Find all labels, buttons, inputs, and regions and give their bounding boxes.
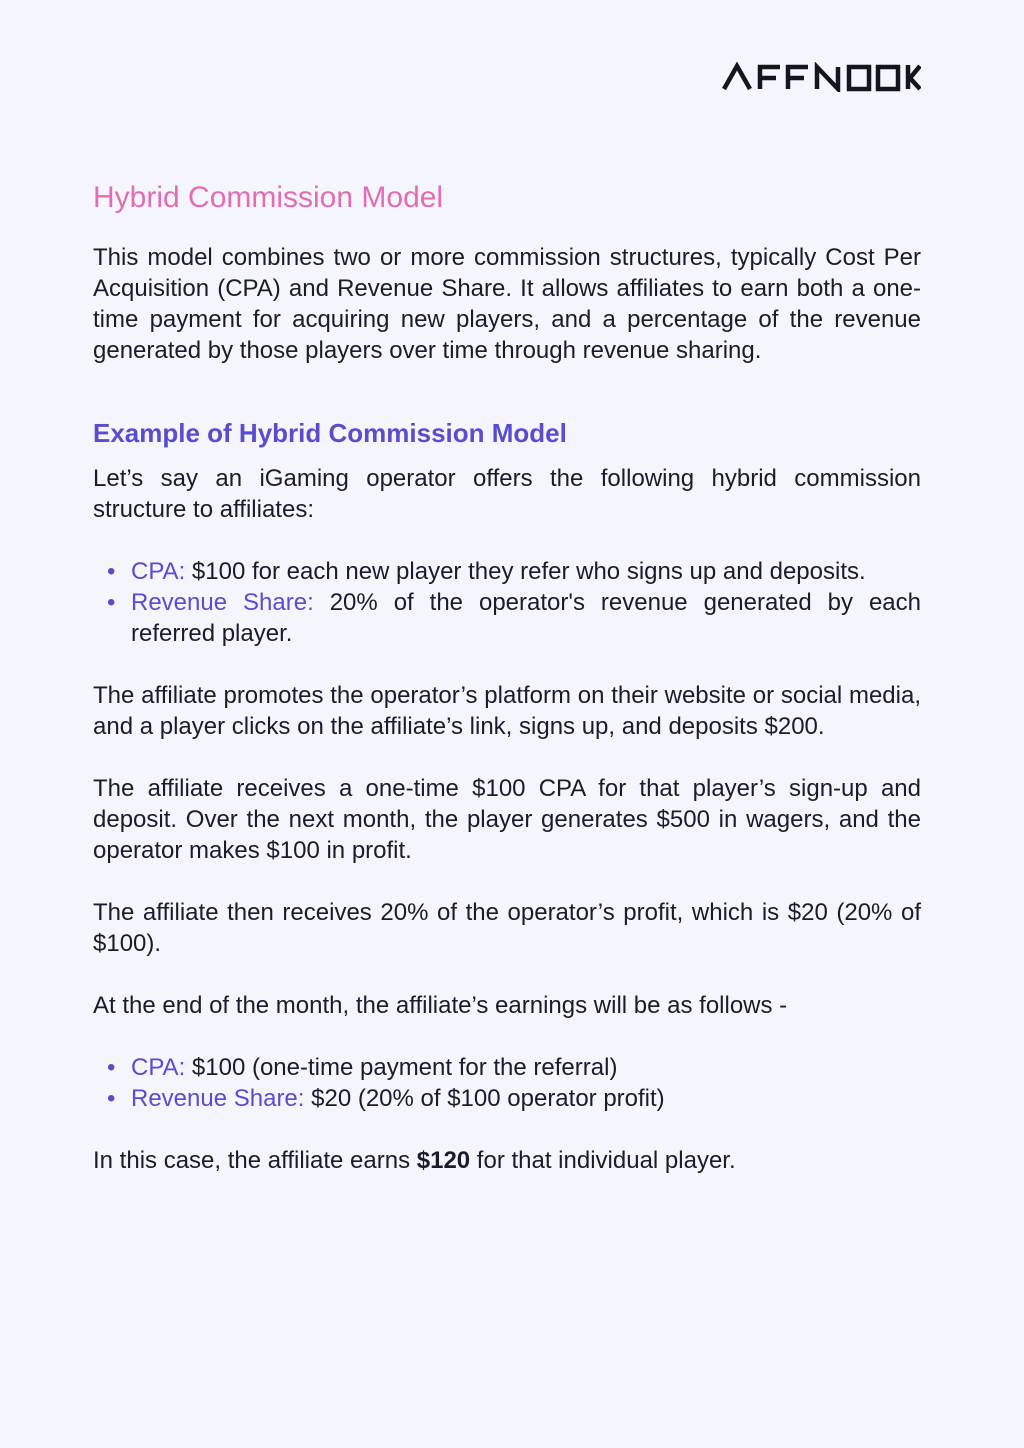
list-item — [131, 1052, 921, 1083]
brand-logo — [722, 62, 921, 92]
conclusion-paragraph — [93, 1145, 921, 1176]
example-heading: Example of Hybrid Commission Model — [93, 418, 567, 448]
structure-list — [93, 556, 921, 649]
list-item — [131, 556, 921, 587]
receives-paragraph: The affiliate receives a one-time $100 CPA for that player’s sign-up and deposit. Over the next month, the player generates $500 in wagers, and the operator makes $100 in profit. — [93, 775, 921, 865]
list-item-label: CPA: — [131, 558, 186, 586]
affnook-logo-icon — [722, 62, 921, 92]
promotes-paragraph: The affiliate promotes the operator’s platform on their website or social media, and a player clicks on the affiliate’s link, signs up, and deposits $200. — [93, 682, 921, 741]
list-item-label: Revenue Share: — [131, 589, 314, 617]
list-item — [131, 1083, 921, 1114]
intro-paragraph: This model combines two or more commission structures, typically Cost Per Acquisition (CPA) and Revenue Share. It allows affiliates to earn both a one-time payment for acquiring new players, and a percentage of the revenue generated by those players over time through revenue sharing. — [93, 244, 921, 364]
list-item-text: $20 (20% of $100 operator profit) — [304, 1085, 665, 1113]
list-item-text: $100 for each new player they refer who signs up and deposits. — [185, 558, 866, 586]
conclusion-text-after: for that individual player. — [470, 1147, 736, 1175]
list-item-label: Revenue Share: — [131, 1085, 305, 1113]
earnings-amount: $120 — [416, 1147, 471, 1175]
page-title: Hybrid Commission Model — [93, 181, 444, 214]
list-item-label: CPA: — [131, 1054, 186, 1082]
example-intro-paragraph: Let’s say an iGaming operator offers the following hybrid commission structure to affiliates: — [93, 465, 921, 524]
article — [93, 180, 921, 1176]
conclusion-text-before: In this case, the affiliate earns — [93, 1147, 417, 1175]
list-item-text: $100 (one-time payment for the referral) — [185, 1054, 618, 1082]
list-item-text: 20% of the operator's revenue generated by each referred player. — [131, 589, 922, 648]
share-paragraph: The affiliate then receives 20% of the operator’s profit, which is $20 (20% of $100). — [93, 899, 921, 958]
month-end-paragraph: At the end of the month, the affiliate’s earnings will be as follows - — [93, 992, 788, 1020]
list-item — [131, 587, 921, 649]
earnings-list — [93, 1052, 921, 1114]
